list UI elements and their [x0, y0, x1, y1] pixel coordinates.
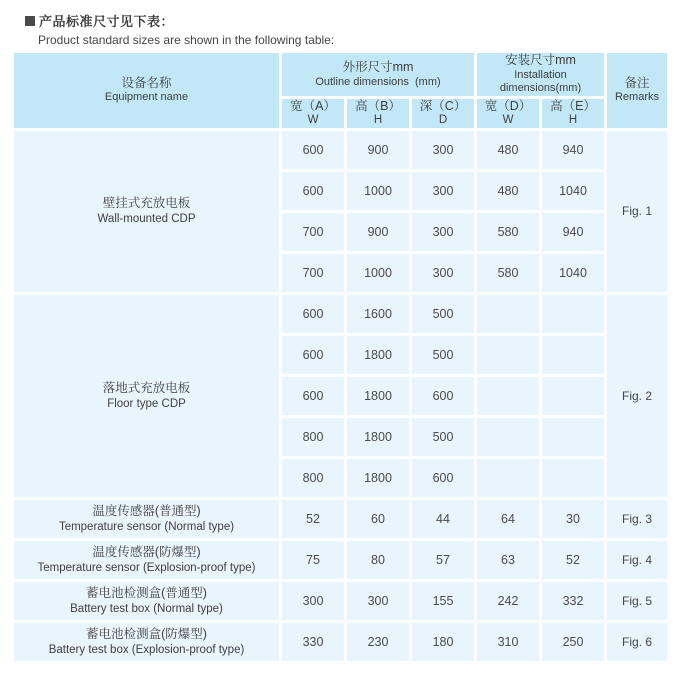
header-equipment-en: Equipment name — [104, 91, 189, 104]
equipment-name-cn: 温度传感器(普通型) — [92, 503, 201, 518]
dimension-value-cell: 800 — [282, 418, 344, 456]
header-equipment-name — [14, 53, 279, 128]
remark-cell: Fig. 3 — [607, 500, 667, 538]
dimension-value-cell: 60 — [347, 500, 409, 538]
dimension-value-cell: 64 — [477, 500, 539, 538]
equipment-name-cn: 蓄电池检测盒(普通型) — [86, 585, 207, 600]
dimension-value-cell: 500 — [412, 418, 474, 456]
header-col-width-a: 宽（A） W — [282, 99, 344, 128]
dimension-value-cell: 700 — [282, 254, 344, 292]
bullet-square-icon — [25, 16, 35, 26]
dimension-value-cell — [542, 295, 604, 333]
dimension-value-cell: 332 — [542, 582, 604, 620]
table-row — [14, 623, 667, 661]
dimension-value-cell: 580 — [477, 254, 539, 292]
dimension-value-cell: 52 — [542, 541, 604, 579]
dimension-value-cell: 900 — [347, 213, 409, 251]
dimension-value-cell: 80 — [347, 541, 409, 579]
dimension-value-cell: 1040 — [542, 254, 604, 292]
header-install-cn: 安装尺寸mm — [505, 53, 576, 67]
page-title — [25, 11, 688, 30]
header-remarks-en: Remarks — [614, 91, 659, 104]
remark-cell: Fig. 1 — [607, 131, 667, 292]
header-outline-en: Outline dimensions (mm) — [315, 75, 441, 88]
dimension-value-cell: 1000 — [347, 172, 409, 210]
dimension-value-cell: 30 — [542, 500, 604, 538]
equipment-name-cell — [14, 541, 279, 579]
dimension-value-cell: 242 — [477, 582, 539, 620]
equipment-name-cell — [14, 500, 279, 538]
header-col-depth-c: 深（C） D — [412, 99, 474, 128]
dimension-value-cell: 1800 — [347, 336, 409, 374]
dimension-value-cell: 1600 — [347, 295, 409, 333]
equipment-name-en: Wall-mounted CDP — [97, 213, 196, 226]
dimension-value-cell: 300 — [412, 213, 474, 251]
dimension-value-cell: 300 — [282, 582, 344, 620]
dimension-value-cell: 1800 — [347, 377, 409, 415]
remark-cell: Fig. 6 — [607, 623, 667, 661]
dimension-value-cell: 310 — [477, 623, 539, 661]
page-subtitle: Product standard sizes are shown in the following table: — [38, 33, 335, 47]
dimension-value-cell: 600 — [282, 377, 344, 415]
equipment-name-cell — [14, 131, 279, 292]
page-title-text: 产品标准尺寸见下表： — [39, 14, 175, 29]
dimension-value-cell — [477, 459, 539, 497]
dimension-value-cell: 63 — [477, 541, 539, 579]
equipment-name-en: Battery test box (Explosion-proof type) — [48, 643, 245, 656]
table-header — [14, 53, 667, 128]
dimension-value-cell: 155 — [412, 582, 474, 620]
dimension-value-cell: 600 — [412, 377, 474, 415]
header-equipment-cn: 设备名称 — [121, 75, 172, 90]
header-col-width-d: 宽（D） W — [477, 99, 539, 128]
remark-cell: Fig. 5 — [607, 582, 667, 620]
dimension-value-cell: 57 — [412, 541, 474, 579]
dimension-value-cell — [477, 418, 539, 456]
dimension-value-cell: 480 — [477, 131, 539, 169]
equipment-name-en: Temperature sensor (Normal type) — [58, 520, 235, 533]
equipment-name-cn: 壁挂式充放电板 — [102, 196, 191, 211]
equipment-name-cell — [14, 295, 279, 497]
dimension-value-cell: 250 — [542, 623, 604, 661]
product-size-table — [11, 50, 670, 664]
dimension-value-cell: 330 — [282, 623, 344, 661]
header-install-en: Installation dimensions(mm) — [499, 68, 582, 95]
dimension-value-cell: 700 — [282, 213, 344, 251]
table-row — [14, 500, 667, 538]
dimension-value-cell: 500 — [412, 295, 474, 333]
remark-cell: Fig. 2 — [607, 295, 667, 497]
equipment-name-cell — [14, 623, 279, 661]
dimension-value-cell: 940 — [542, 131, 604, 169]
equipment-name-cn: 落地式充放电板 — [102, 380, 191, 395]
title-block — [0, 0, 688, 47]
dimension-value-cell: 600 — [282, 131, 344, 169]
table-row — [14, 295, 667, 333]
table-row — [14, 131, 667, 169]
dimension-value-cell: 800 — [282, 459, 344, 497]
dimension-value-cell — [542, 418, 604, 456]
dimension-value-cell: 600 — [282, 295, 344, 333]
dimension-value-cell: 580 — [477, 213, 539, 251]
table-body — [14, 131, 667, 661]
dimension-value-cell: 500 — [412, 336, 474, 374]
dimension-value-cell: 300 — [412, 131, 474, 169]
dimension-value-cell: 600 — [412, 459, 474, 497]
equipment-name-cn: 蓄电池检测盒(防爆型) — [86, 626, 207, 641]
equipment-name-en: Battery test box (Normal type) — [70, 602, 223, 615]
table-row — [14, 582, 667, 620]
dimension-value-cell: 44 — [412, 500, 474, 538]
header-col-height-b: 高（B） H — [347, 99, 409, 128]
dimension-value-cell: 230 — [347, 623, 409, 661]
dimension-value-cell: 900 — [347, 131, 409, 169]
equipment-name-cn: 温度传感器(防爆型) — [92, 544, 201, 559]
table-row — [14, 541, 667, 579]
dimension-value-cell — [542, 459, 604, 497]
header-col-height-e: 高（E） H — [542, 99, 604, 128]
equipment-name-cell — [14, 582, 279, 620]
dimension-value-cell: 180 — [412, 623, 474, 661]
dimension-value-cell — [477, 377, 539, 415]
dimension-value-cell — [542, 336, 604, 374]
equipment-name-en: Temperature sensor (Explosion-proof type) — [37, 561, 256, 574]
header-remarks — [607, 53, 667, 128]
header-row-1 — [14, 53, 667, 96]
dimension-value-cell — [542, 377, 604, 415]
dimension-value-cell: 1000 — [347, 254, 409, 292]
dimension-value-cell: 1040 — [542, 172, 604, 210]
header-outline-cn: 外形尺寸mm — [342, 59, 414, 74]
equipment-name-en: Floor type CDP — [107, 397, 186, 410]
dimension-value-cell: 480 — [477, 172, 539, 210]
header-installation-dimensions — [477, 53, 604, 96]
header-outline-dimensions — [282, 53, 474, 96]
dimension-value-cell: 600 — [282, 336, 344, 374]
dimension-value-cell — [477, 295, 539, 333]
dimension-value-cell: 600 — [282, 172, 344, 210]
dimension-value-cell: 300 — [412, 172, 474, 210]
dimension-value-cell: 300 — [412, 254, 474, 292]
dimension-value-cell: 1800 — [347, 459, 409, 497]
dimension-value-cell: 75 — [282, 541, 344, 579]
remark-cell: Fig. 4 — [607, 541, 667, 579]
dimension-value-cell: 52 — [282, 500, 344, 538]
header-remarks-cn: 备注 — [624, 75, 650, 90]
dimension-value-cell: 940 — [542, 213, 604, 251]
dimension-value-cell — [477, 336, 539, 374]
dimension-value-cell: 300 — [347, 582, 409, 620]
dimension-value-cell: 1800 — [347, 418, 409, 456]
